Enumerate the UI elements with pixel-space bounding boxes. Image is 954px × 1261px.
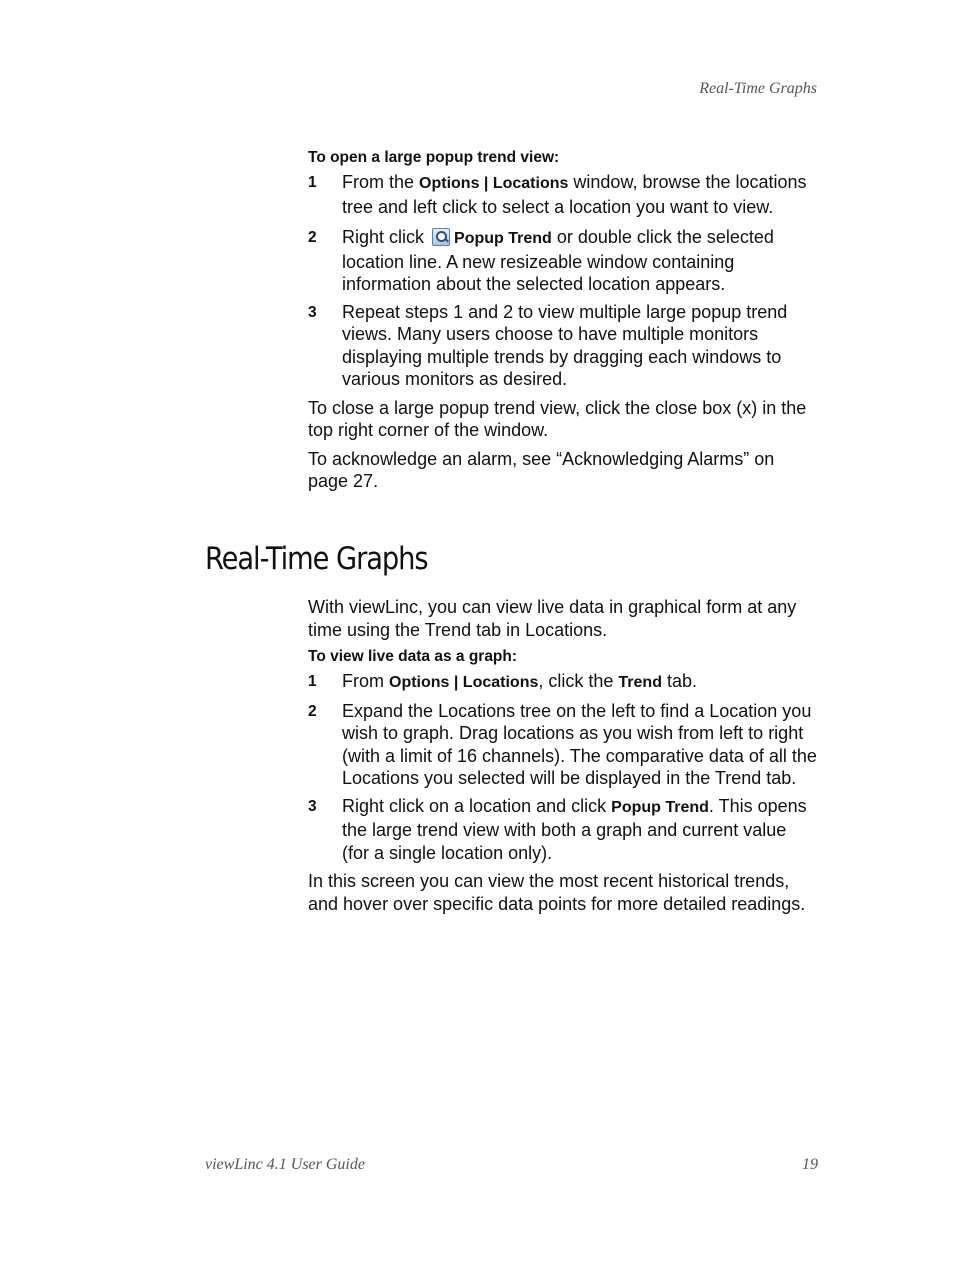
running-header: Real-Time Graphs (699, 80, 817, 97)
ui-reference: Options | Locations (389, 674, 539, 691)
step-text (342, 226, 818, 296)
acknowledge-paragraph: To acknowledge an alarm, see “Acknowledging Alarms” on page 27. (308, 448, 775, 491)
step-2 (308, 700, 818, 790)
procedure-open-popup-trend (308, 148, 818, 493)
close-paragraph: To close a large popup trend view, click the close box (x) in the top right corner of the window. (308, 397, 807, 440)
intro-paragraph: With viewLinc, you can view live data in graphical form at any time using the Trend tab in Locations. (308, 597, 797, 640)
step-number: 1 (308, 174, 317, 191)
step-3 (308, 795, 818, 865)
step-text-part: window, browse the locations tree and left click to select a location you want to view. (342, 172, 807, 217)
step-1 (308, 171, 818, 218)
step-number: 3 (308, 303, 317, 321)
step-number: 3 (308, 797, 317, 815)
step-text-part: tab. (661, 671, 697, 691)
ui-reference: Popup Trend (611, 798, 709, 816)
closing-paragraph: In this screen you can view the most recent historical trends, and hover over specific data points for more detailed readings. (308, 871, 806, 914)
step-text-part: Right click on a location and click (342, 795, 612, 816)
step-text-part: , click the (538, 671, 619, 691)
step-number: 2 (308, 229, 317, 246)
popup-trend-icon (432, 228, 450, 246)
procedure-title: To view live data as a graph: (308, 648, 518, 665)
realtime-graphs-section (308, 596, 818, 915)
step-text (342, 670, 818, 695)
section-title: Real-Time Graphs (205, 541, 428, 577)
step-text (342, 795, 818, 865)
step-1 (308, 670, 818, 695)
step-text-part: From the (342, 172, 420, 192)
step-number: 2 (308, 702, 317, 720)
step-text-part: Right click (342, 227, 430, 247)
procedure-title: To open a large popup trend view: (308, 149, 560, 166)
page-number: 19 (802, 1156, 818, 1173)
step-3 (308, 301, 818, 391)
ui-reference: Trend (618, 674, 662, 691)
footer-guide-title: viewLinc 4.1 User Guide (205, 1156, 365, 1173)
ui-reference: Popup Trend (454, 230, 552, 247)
step-text (342, 171, 818, 218)
ui-reference: Options | Locations (419, 175, 569, 192)
step-text: Repeat steps 1 and 2 to view multiple large popup trend views. Many users choose to have multiple monitors displaying multiple trends by dragging each windows to various monitors as desired. (342, 301, 788, 389)
step-text-part: . This opens the large trend view with both a graph and current value (for a single location only). (342, 795, 807, 863)
step-2 (308, 226, 818, 296)
step-number: 1 (308, 673, 317, 690)
step-text-part: or double click the selected location line. A new resizeable window containing information about the selected location appears. (342, 227, 774, 294)
step-text: Expand the Locations tree on the left to find a Location you wish to graph. Drag locations as you wish from left to right (with a limit of 16 channels). The comparative data of all the Locations you selected will be displayed in the Trend tab. (342, 700, 817, 788)
step-text-part: From (342, 671, 389, 691)
